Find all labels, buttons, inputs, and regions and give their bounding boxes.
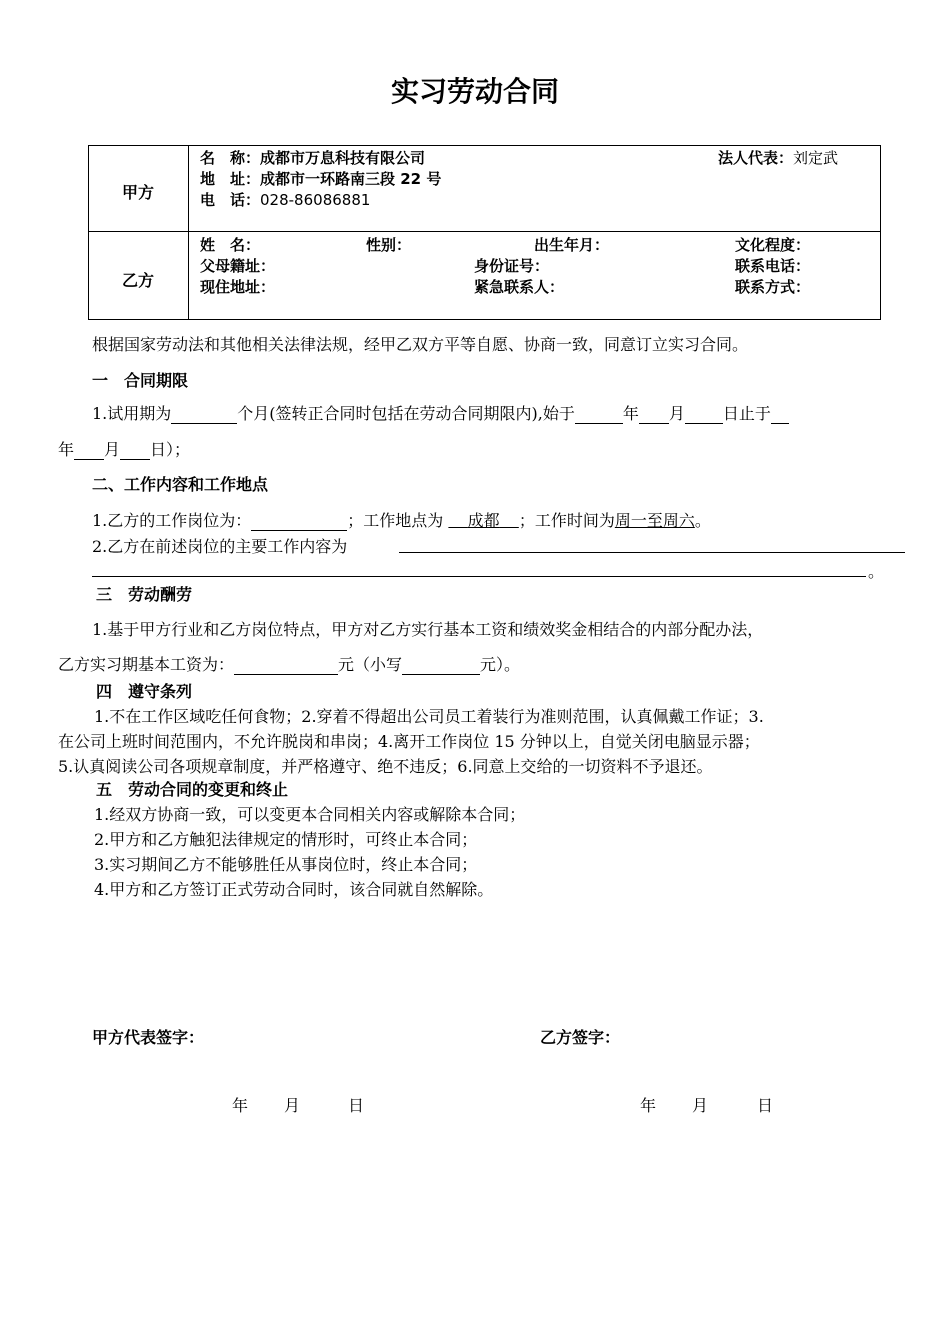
end-day-blank [120, 441, 150, 460]
party-a-addr-row [200, 168, 441, 189]
party-a-name-label: 名 称： [200, 149, 261, 167]
sec5-item-2: 2.甲方和乙方触犯法律规定的情形时，可终止本合同； [94, 830, 478, 849]
party-b-label: 乙方 [121, 271, 154, 290]
party-a-year: 年 [232, 1096, 249, 1115]
sec4-line3: 5.认真阅读公司各项规章制度，并严格遵守、绝不违反；6.同意上交给的一切资料不予退还。 [58, 757, 713, 776]
sec3-heading: 三 劳动酬劳 [96, 585, 193, 604]
sec1-l1-c: 年 [622, 404, 639, 423]
sec4-line2: 在公司上班时间范围内，不允许脱岗和串岗；4.离开工作岗位 15 分钟以上，自觉关闭电脑显示器； [58, 732, 760, 751]
party-a-name-row [200, 147, 425, 168]
base-salary-blank [234, 656, 338, 675]
sec3-line1: 1.基于甲方行业和乙方岗位特点，甲方对乙方实行基本工资和绩效奖金相结合的内部分配办法， [92, 620, 764, 639]
party-a-addr-value: 成都市一环路南三段 22 号 [260, 170, 442, 188]
sec2-line1 [92, 508, 711, 531]
party-a-rep-label: 法人代表： [718, 149, 794, 167]
work-place [448, 511, 518, 530]
party-a-rep-row [718, 147, 838, 168]
sec5-heading: 五 劳动合同的变更和终止 [96, 780, 289, 799]
work-place-value: 成都 [467, 511, 500, 530]
party-b-contact-label: 联系方式： [735, 278, 811, 296]
party-b-name-label: 姓 名： [200, 236, 261, 254]
party-a-month: 月 [284, 1096, 301, 1115]
party-a-tel-value: 028-86086881 [260, 191, 371, 209]
party-b-birth-label: 出生年月： [534, 236, 610, 254]
party-b-emergency-label: 紧急联系人： [474, 278, 565, 296]
page-title: 实习劳动合同 [390, 75, 559, 108]
sec1-l2-c: 日）； [150, 440, 191, 459]
sec1-l1-a: 1.试用期为 [92, 404, 172, 423]
sec5-item-3: 3.实习期间乙方不能够胜任从事岗位时，终止本合同； [94, 855, 478, 874]
start-day-blank [685, 405, 723, 424]
sec3-l2-b: 元（小写 [338, 655, 403, 674]
party-b-parent-addr-label: 父母籍址： [200, 257, 276, 275]
sec1-heading: 一 合同期限 [92, 371, 189, 390]
sec1-l2-b: 月 [104, 440, 121, 459]
work-content-blank-1 [399, 552, 905, 553]
sec1-l2-a: 年 [58, 440, 75, 459]
sec4-heading: 四 遵守条列 [96, 682, 193, 701]
party-b-sign-label: 乙方签字： [540, 1028, 621, 1047]
party-b-year: 年 [640, 1096, 657, 1115]
sec1-l1-d: 月 [668, 404, 685, 423]
sec5-item-1: 1.经双方协商一致，可以变更本合同相关内容或解除本合同； [94, 805, 526, 824]
end-month-blank [74, 441, 104, 460]
sec1-l1-e: 日止于 [722, 404, 771, 423]
position-blank [251, 512, 347, 531]
party-a-tel-row [200, 189, 370, 210]
party-a-addr-label: 地 址： [200, 170, 261, 188]
end-year-blank-a [771, 405, 789, 424]
sec1-l1-b: 个月(签转正合同时包括在劳动合同期限内),始于 [237, 404, 575, 423]
party-a-sign-label: 甲方代表签字： [92, 1028, 205, 1047]
party-a-name-value: 成都市万息科技有限公司 [260, 149, 426, 167]
party-a-rep-value: 刘定武 [793, 149, 839, 167]
sec5-item-4: 4.甲方和乙方签订正式劳动合同时，该合同就自然解除。 [94, 880, 494, 899]
sec3-l2-c: 元）。 [480, 655, 521, 674]
party-a-tel-label: 电 话： [200, 191, 261, 209]
sec2-l1-b: ；工作地点为 [347, 511, 444, 530]
base-salary-small-blank [402, 656, 480, 675]
start-year-blank [575, 405, 623, 424]
probation-months-blank [171, 405, 237, 424]
party-b-phone-label: 联系电话： [735, 257, 811, 275]
sec4-line1: 1.不在工作区域吃任何食物；2.穿着不得超出公司员工着装行为准则范围，认真佩戴工作证；3. [94, 707, 764, 726]
sec1-line2 [58, 437, 190, 460]
party-a-label: 甲方 [121, 183, 154, 202]
sec2-l1-d: 。 [694, 511, 711, 530]
sec3-line2 [58, 652, 520, 675]
sec2-line2: 2.乙方在前述岗位的主要工作内容为 [92, 537, 348, 556]
intro-text: 根据国家劳动法和其他相关法律法规，经甲乙双方平等自愿、协商一致，同意订立实习合同。 [92, 335, 749, 354]
sec2-line3-end: 。 [868, 562, 885, 581]
work-time-value: 周一至周六 [614, 511, 695, 530]
party-b-curr-addr-label: 现住地址： [200, 278, 276, 296]
party-b-gender-label: 性别： [366, 236, 412, 254]
party-b-id-label: 身份证号： [474, 257, 550, 275]
sec2-heading: 二、工作内容和工作地点 [92, 475, 269, 494]
party-b-edu-label: 文化程度： [735, 236, 811, 254]
party-a-day: 日 [348, 1096, 365, 1115]
work-content-blank-2 [92, 576, 866, 577]
sec3-l2-a: 乙方实习期基本工资为： [58, 655, 235, 674]
party-b-month: 月 [692, 1096, 709, 1115]
party-b-day: 日 [757, 1096, 774, 1115]
sec1-line1 [92, 401, 789, 424]
sec2-l1-c: ；工作时间为 [518, 511, 615, 530]
start-month-blank [639, 405, 669, 424]
sec2-l1-a: 1.乙方的工作岗位为： [92, 511, 252, 530]
